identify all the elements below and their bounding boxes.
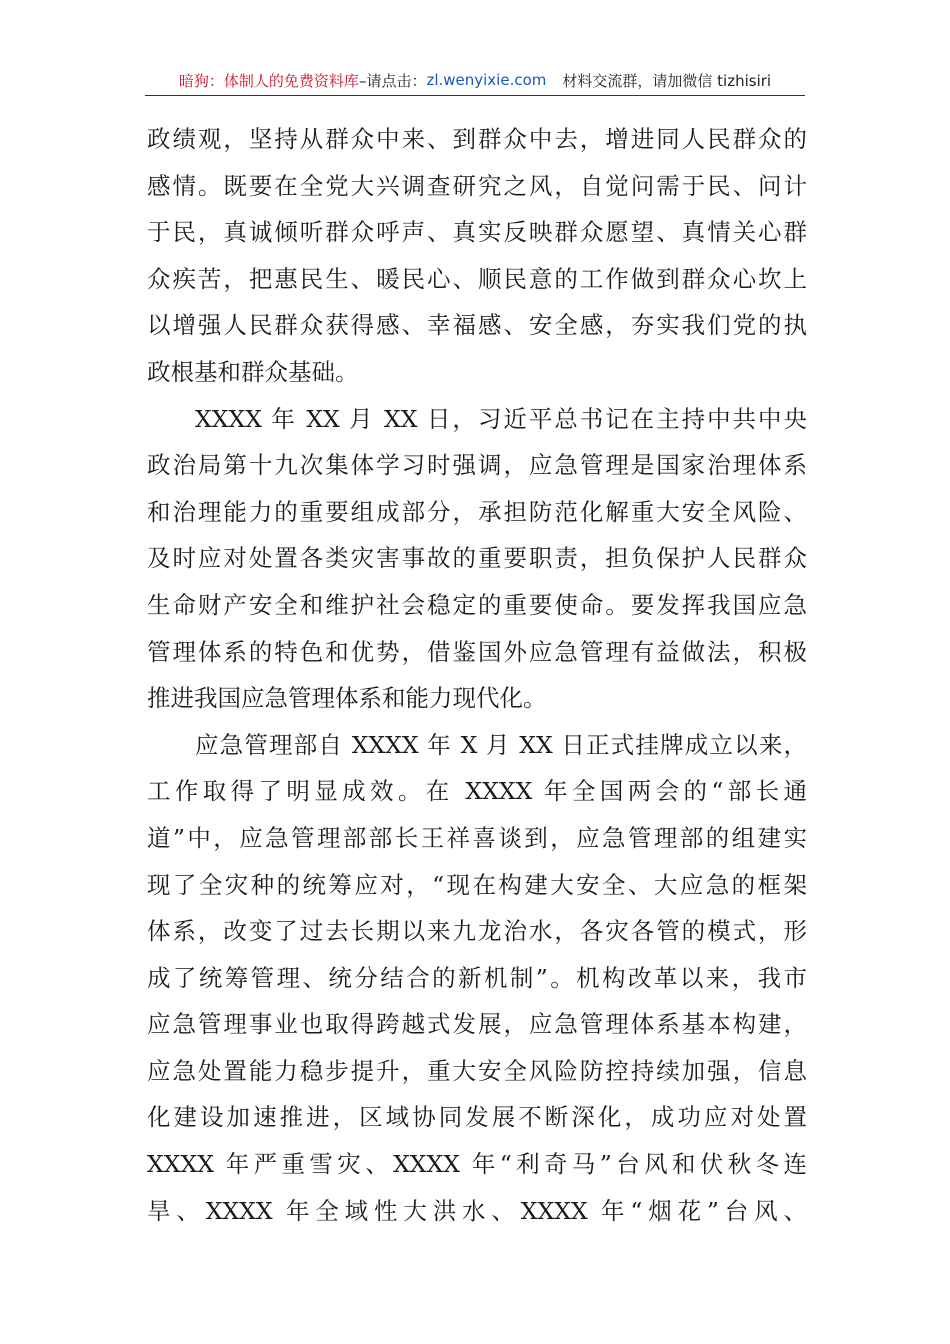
- text-line: 以增强人民群众获得感、幸福感、安全感，夯实我们党的执: [147, 311, 807, 340]
- text-line: 旱、XXXX 年全域性大洪水、XXXX 年“烟花”台风、: [147, 1196, 807, 1225]
- document-body: [147, 116, 807, 1234]
- header-link[interactable]: zl.wenyixie.com: [426, 71, 547, 89]
- text-line: XXXX 年严重雪灾、XXXX 年“利奇马”台风和伏秋冬连: [147, 1150, 807, 1179]
- text-line: 应急处置能力稳步提升，重大安全风险防控持续加强，信息: [147, 1056, 807, 1085]
- text-line: 生命财产安全和维护社会稳定的重要使命。要发挥我国应急: [147, 590, 807, 619]
- text-line: 应急管理事业也取得跨越式发展，应急管理体系基本构建，: [147, 1010, 807, 1039]
- text-line: 道”中，应急管理部部长王祥喜谈到，应急管理部的组建实: [147, 823, 807, 852]
- text-line: 众疾苦，把惠民生、暖民心、顺民意的工作做到群众心坎上: [147, 264, 807, 293]
- header-brand: 暗狗：体制人的免费资料库: [178, 71, 359, 90]
- page-header: [145, 66, 805, 94]
- text-line: XXXX 年 XX 月 XX 日，习近平总书记在主持中共中央: [195, 404, 807, 433]
- text-line: 感情。既要在全党大兴调查研究之风，自觉问需于民、问计: [147, 171, 807, 200]
- text-line: 管理体系的特色和优势，借鉴国外应急管理有益做法，积极: [147, 637, 807, 666]
- text-line: 于民，真诚倾听群众呼声、真实反映群众愿望、真情关心群: [147, 218, 807, 247]
- text-line: 政根基和群众基础。: [147, 357, 359, 386]
- header-link-prefix: –请点击：: [358, 71, 427, 90]
- text-line: 应急管理部自 XXXX 年 X 月 XX 日正式挂牌成立以来，: [195, 730, 807, 759]
- header-divider: [145, 95, 805, 96]
- text-line: 工作取得了明显成效。在 XXXX 年全国两会的“部长通: [147, 777, 807, 806]
- header-wechat-note: 材料交流群，请加微信 tizhisiri: [562, 71, 772, 90]
- text-line: 和治理能力的重要组成部分，承担防范化解重大安全风险、: [147, 497, 807, 526]
- text-line: 政绩观，坚持从群众中来、到群众中去，增进同人民群众的: [147, 125, 807, 153]
- text-line: 推进我国应急管理体系和能力现代化。: [147, 684, 547, 713]
- text-line: 成了统筹管理、统分结合的新机制”。机构改革以来，我市: [147, 963, 807, 992]
- text-line: 现了全灾种的统筹应对，“现在构建大安全、大应急的框架: [147, 870, 807, 899]
- text-line: 体系，改变了过去长期以来九龙治水，各灾各管的模式，形: [147, 917, 807, 946]
- text-line: 政治局第十九次集体学习时强调，应急管理是国家治理体系: [147, 451, 807, 480]
- text-line: 及时应对处置各类灾害事故的重要职责，担负保护人民群众: [147, 544, 807, 573]
- text-line: 化建设加速推进，区域协同发展不断深化，成功应对处置: [147, 1103, 807, 1132]
